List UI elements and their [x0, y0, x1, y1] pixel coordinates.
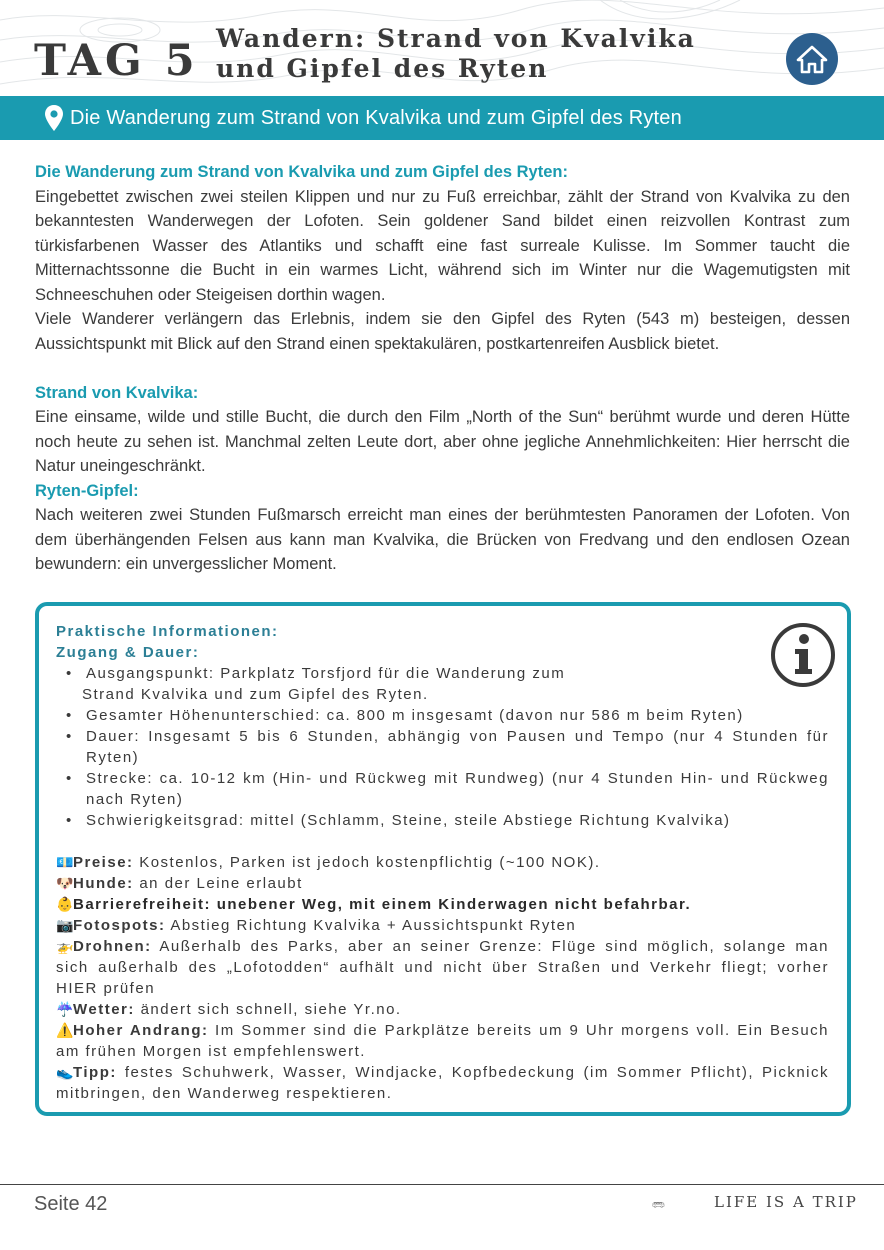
page-number: Seite 42 — [34, 1193, 108, 1215]
boot-icon: 👟 — [56, 1064, 75, 1080]
home-button[interactable] — [786, 33, 838, 85]
photo-line — [56, 915, 829, 936]
drone-label: Drohnen: — [73, 938, 152, 955]
banner-text: Die Wanderung zum Strand von Kvalvika und zum Gipfel des Ryten — [70, 106, 682, 129]
footer-divider — [0, 1184, 884, 1185]
page-title — [216, 24, 696, 84]
list-item: Strand Kvalvika und zum Gipfel des Ryten. — [82, 686, 429, 703]
tip-text: festes Schuhwerk, Wasser, Windjacke, Kopfbedeckung (im Sommer Pflicht), Picknick mitbringen, den Wanderweg respektieren. — [56, 1064, 829, 1102]
warning-icon: ⚠️ — [56, 1022, 75, 1038]
home-icon — [796, 44, 828, 74]
summit-paragraph: Nach weiteren zwei Stunden Fußmarsch erreicht man eines der berühmtesten Panoramen der Lofoten. Von dem überhängenden Felsen aus kann man Kvalvika, die Brücken von Fredvang und den endlosen Ozean bewundern: ein unvergesslicher Moment. — [35, 506, 850, 573]
section-banner — [0, 96, 884, 140]
title-line-2: und Gipfel des Ryten — [216, 54, 549, 83]
drone-icon: 🚁 — [56, 938, 75, 954]
weather-text: ändert sich schnell, siehe Yr.no. — [134, 1001, 402, 1018]
dogs-label: Hunde: — [73, 875, 134, 892]
crowds-line — [56, 1020, 829, 1062]
summit-heading: Ryten-Gipfel: — [35, 481, 139, 500]
tip-line — [56, 1062, 829, 1104]
location-pin-icon — [44, 104, 64, 132]
van-icon — [652, 1190, 704, 1220]
title-line-1: Wandern: Strand von Kvalvika — [216, 24, 696, 53]
page-header — [0, 0, 884, 96]
main-content — [35, 160, 850, 577]
intro-paragraph-1: Eingebettet zwischen zwei steilen Klippen und nur zu Fuß erreichbar, zählt der Strand von Kvalvika zu den bekanntesten Wanderwegen der Lofoten. Sein goldener Sand bildet einen reizvollen Kontrast zum türkisfarbenen Wasser des Atlantiks und schafft eine fast surreale Kulisse. Im Sommer taucht die Mitternachtssonne die Bucht in ein warmes Licht, während sich im Winter nur die Wagemutigsten mit Schneeschuhen oder Steigeisen dorthin wagen. — [35, 187, 850, 304]
weather-line — [56, 999, 829, 1020]
beach-paragraph: Eine einsame, wilde und stille Bucht, die durch den Film „North of the Sun“ berühmt wurde und deren Hütte noch heute zu sehen ist. Manchmal zelten Leute dort, aber ohne jegliche Annehmlichkeiten: Hier herrscht die Natur uneingeschränkt. — [35, 408, 850, 475]
list-item: • Gesamter Höhenunterschied: ca. 800 m insgesamt (davon nur 586 m beim Ryten) — [66, 705, 829, 726]
beach-heading: Strand von Kvalvika: — [35, 383, 199, 402]
list-item: • Ausgangspunkt: Parkplatz Torsfjord für die Wanderung zum — [66, 663, 829, 684]
access-subheading: Zugang & Dauer: — [56, 644, 200, 661]
dogs-text: an der Leine erlaubt — [133, 875, 303, 892]
dogs-line — [56, 873, 829, 894]
price-line — [56, 852, 829, 873]
umbrella-icon: ☔ — [56, 1001, 75, 1017]
brand-name: LIFE IS A TRIP — [714, 1193, 858, 1211]
baby-icon: 👶 — [56, 896, 75, 912]
price-label: Preise: — [73, 854, 134, 871]
practical-info-box — [35, 602, 851, 1116]
day-tag: TAG 5 — [34, 36, 199, 86]
drone-line — [56, 936, 829, 999]
camera-icon: 📷 — [56, 917, 75, 933]
money-icon: 💶 — [56, 854, 75, 870]
intro-paragraph-2: Viele Wanderer verlängern das Erlebnis, indem sie den Gipfel des Ryten (543 m) besteigen, dessen Aussichtspunkt mit Blick auf den Strand einen spektakulären, postkartenreifen Ausblick bietet. — [35, 310, 850, 353]
accessibility-line — [56, 894, 829, 915]
photo-text: Abstieg Richtung Kvalvika + Aussichtspunkt Ryten — [165, 917, 577, 934]
accessibility-text: unebener Weg, mit einem Kinderwagen nicht befahrbar. — [211, 896, 692, 913]
photo-label: Fotospots: — [73, 917, 166, 934]
list-item: • Dauer: Insgesamt 5 bis 6 Stunden, abhängig von Pausen und Tempo (nur 4 Stunden für Ryten) — [66, 726, 829, 768]
intro-heading: Die Wanderung zum Strand von Kvalvika und zum Gipfel des Ryten: — [35, 163, 568, 181]
access-list — [66, 663, 829, 831]
tip-label: Tipp: — [73, 1064, 117, 1081]
list-item: • Strecke: ca. 10-12 km (Hin- und Rückweg mit Rundweg) (nur 4 Stunden Hin- und Rückweg nach Ryten) — [66, 768, 829, 810]
price-text: Kostenlos, Parken ist jedoch kostenpflichtig (~100 NOK). — [133, 854, 601, 871]
list-item: • Schwierigkeitsgrad: mittel (Schlamm, Steine, steile Abstiege Richtung Kvalvika) — [66, 810, 829, 831]
crowds-text: Im Sommer sind die Parkplätze bereits um 9 Uhr morgens voll. Ein Besuch am frühen Morgen ist empfehlenswert. — [56, 1022, 829, 1060]
accessibility-label: Barrierefreiheit: — [73, 896, 212, 913]
drone-text: Außerhalb des Parks, aber an seiner Grenze: Flüge sind möglich, solange man sich außerhalb des „Lofotodden“ aufhält und nicht über Straßen und Verkehr fliegt; vorher HIER prüfen — [56, 938, 829, 997]
weather-label: Wetter: — [73, 1001, 135, 1018]
info-heading: Praktische Informationen: — [56, 623, 279, 640]
crowds-label: Hoher Andrang: — [73, 1022, 209, 1039]
dog-icon: 🐶 — [56, 875, 75, 891]
